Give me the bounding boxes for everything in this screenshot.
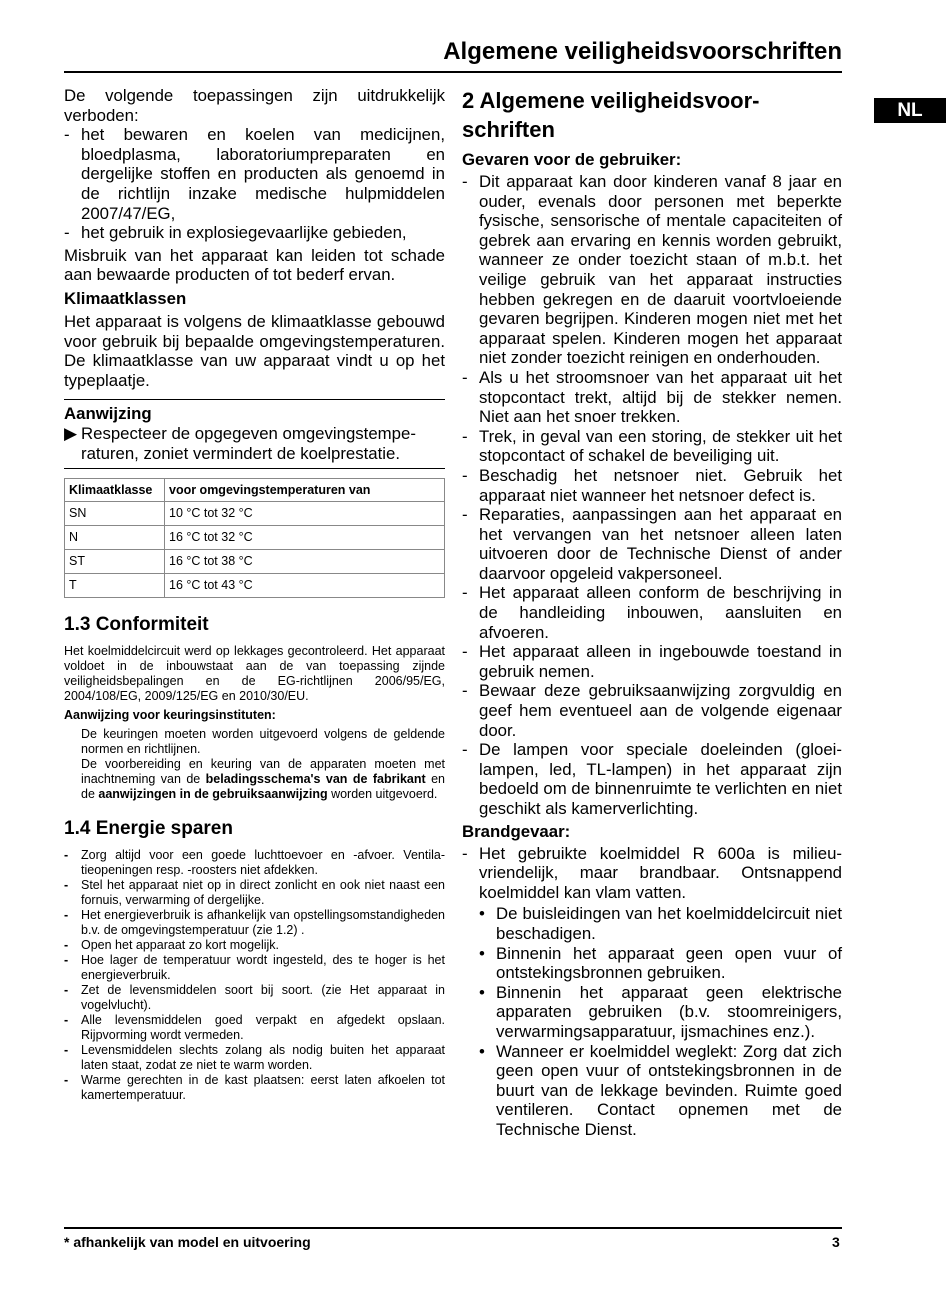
header-divider [64,71,842,73]
list-item: • Binnenin het apparaat geen open vuur of ontstekingsbronnen gebruiken. [479,944,842,983]
list-item: • De buisleidingen van het koelmiddelcircuit niet beschadigen. [479,904,842,943]
note-item [64,424,445,463]
brand-sub-list [462,904,842,1139]
conformiteit-text: Het koelmiddelcircuit werd op lekkages gecontroleerd. Het apparaat voldoet in de inbouwstaat aan de van toepassing zijnde veiligheidsbepalingen en de EG-richtlijnen 2006/95/EG, 2004/108/EG, 2009/125/EG en 2010/30/EU. [64,643,445,703]
keuring-block [64,727,445,802]
brand-list [462,844,842,903]
brand-heading: Brandgevaar: [462,821,571,841]
footer-note: * afhankelijk van model en uitvoering [64,1234,311,1250]
gevaren-heading: Gevaren voor de gebruiker: [462,150,682,169]
list-item: - Bewaar deze gebruiksaanwijzing zorgvuldig en geef hem eventueel aan de volgende eigenaar door. [462,681,842,740]
gevaren-list [462,172,842,819]
table-header-cell: Klimaatklasse [65,478,165,501]
list-item: - Warme gerechten in de kast plaatsen: eerst laten afkoelen tot kamertemperatuur. [64,1073,445,1103]
klimaat-table [64,478,445,598]
conformiteit-heading: 1.3 Conformiteit [64,613,209,635]
table-header-cell: voor omgevingstemperaturen van [165,478,445,501]
table-cell: 10 °C tot 32 °C [165,501,445,525]
table-cell: T [65,573,165,597]
list-item: - Trek, in geval van een storing, de stekker uit het stopcontact of schakel de beveiliging uit. [462,427,842,466]
energie-list [64,848,445,1103]
table-row [65,525,445,549]
note-text: Respecteer de opgegeven omgevingstemperaturen, zoniet vermindert de koelprestatie. [81,424,416,463]
list-item: - Dit apparaat kan door kinderen vanaf 8 jaar en ouder, evenals door personen met beperkte fysische, sensorische of mentale capaciteiten of gebrek aan ervaring en kennis worden gebruikt, wanneer ze onder toezicht staan of m.b.t. het veilige gebruik van het apparaat instructies hebben gekregen en de daaruit voortvloeiende gevaren begrijpen. Kinderen mogen niet met het apparaat spelen. Kinderen mogen het apparaat niet zonder toezicht reinigen en onderhouden. [462,172,842,368]
table-cell: SN [65,501,165,525]
list-item: - Stel het apparaat niet op in direct zonlicht en ook niet naast een fornuis, verwarming of dergelijke. [64,878,445,908]
table-cell: ST [65,549,165,573]
list-item: - Reparaties, aanpassingen aan het apparaat en het vervangen van het netsnoer alleen laten uitvoeren door de Technische Dienst of ander daarvoor opgeleid vakpersoneel. [462,505,842,583]
table-cell: N [65,525,165,549]
keuring-paragraph-2 [81,757,445,802]
language-tab: NL [874,98,946,123]
list-item: - het bewaren en koelen van medicijnen, bloedplasma, laboratoriumpreparaten en dergelijke stoffen en producten als genoemd in de richtlijn inzake medische hulpmiddelen 2007/47/EG, [64,125,445,223]
footer-divider [64,1227,842,1229]
list-item: - Beschadig het netsnoer niet. Gebruik het apparaat niet wanneer het netsnoer defect is. [462,466,842,505]
table-row [65,501,445,525]
note-bottom-rule [64,468,445,469]
table-cell: 16 °C tot 43 °C [165,573,445,597]
klimaat-heading: Klimaatklassen [64,288,187,308]
list-item: - Zorg altijd voor een goede luchttoevoer en -afvoer. Ventilatieopeningen resp. -roosters niet afdekken. [64,848,445,878]
table-cell: 16 °C tot 32 °C [165,525,445,549]
list-item: - Het energieverbruik is afhankelijk van opstellingsomstandigheden b.v. de omgevingstemperatuur (zie 1.2) . [64,908,445,938]
table-cell: 16 °C tot 38 °C [165,549,445,573]
page-number: 3 [832,1234,840,1250]
note-top-rule [64,399,445,400]
keuring-paragraph-1: De keuringen moeten worden uitgevoerd volgens de geldende normen en richtlijnen. [81,726,445,756]
list-item: - Open het apparaat zo kort mogelijk. [64,938,445,953]
list-item: - Als u het stroomsnoer van het apparaat uit het stopcontact trekt, altijd bij de stekker nemen. Niet aan het snoer trekken. [462,368,842,427]
energie-heading: 1.4 Energie sparen [64,817,233,839]
text-run-bold: beladingsschema's van de fabrikant [205,771,426,786]
intro-text: De volgende toepassingen zijn uitdrukkelijk verboden: [64,86,445,125]
list-item: - De lampen voor speciale doeleinden (gloeilampen, led, TL-lampen) in het apparaat zijn bedoeld om de binnenruimte te verlichten en niet geschikt als kamerverlichting. [462,740,842,818]
left-column [64,86,445,1103]
text-run: De voorbereiding en keuring van de apparaten moeten met inachtneming van de [81,756,445,786]
list-item: • Binnenin het apparaat geen elektrische apparaten gebruiken (b.v. stoomreinigers, verwarmingsapparatuur, ijsmachines enz.). [479,983,842,1042]
section-heading: 2 Algemene veiligheidsvoorschriften [462,88,760,142]
list-item: - Hoe lager de temperatuur wordt ingesteld, des te hoger is het energieverbruik. [64,953,445,983]
keuring-heading: Aanwijzing voor keuringsinstituten: [64,707,276,722]
list-item: - Het gebruikte koelmiddel R 600a is milieuvriendelijk, maar brandbaar. Ontsnappend koelmiddel kan vlam vatten. [462,844,842,903]
misuse-text: Misbruik van het apparaat kan leiden tot schade aan bewaarde producten of tot bederf ervan. [64,245,445,285]
table-row [65,573,445,597]
list-item: - Het apparaat alleen in ingebouwde toestand in gebruik nemen. [462,642,842,681]
list-item: - Zet de levensmiddelen soort bij soort. (zie Het apparaat in vogelvlucht). [64,983,445,1013]
list-item: • Wanneer er koelmiddel weglekt: Zorg dat zich geen open vuur of ontstekingsbronnen in de buurt van de lekkage bevinden. Ruimte goed ventileren. Contact opnemen met de Technische Dienst. [479,1042,842,1140]
table-header-row [65,478,445,501]
klimaat-text: Het apparaat is volgens de klimaatklasse gebouwd voor gebruik bij bepaalde omgevingstemperaturen. De klimaatklasse van uw apparaat vindt u op het typeplaatje. [64,311,445,390]
table-row [65,549,445,573]
prohibited-list [64,125,445,243]
text-run-bold: aanwijzingen in de gebruiksaanwijzing [98,786,328,801]
arrow-right-icon: ▶ [64,424,77,444]
note-title: Aanwijzing [64,404,152,424]
list-item: - het gebruik in explosiegevaarlijke gebieden, [64,223,445,243]
list-item: - Het apparaat alleen conform de beschrijving in de handleiding inbouwen, aansluiten en afvoeren. [462,583,842,642]
text-run: en de [81,771,445,801]
list-item: - Alle levensmiddelen goed verpakt en afgedekt opslaan. Rijpvorming wordt vermeden. [64,1013,445,1043]
page-header-title: Algemene veiligheidsvoorschriften [443,38,842,65]
note-box [64,404,445,463]
right-column [462,86,842,1140]
list-item: - Levensmiddelen slechts zolang als nodig buiten het apparaat laten staat, zodat ze niet te warm worden. [64,1043,445,1073]
text-run: worden uitgevoerd. [327,786,438,801]
